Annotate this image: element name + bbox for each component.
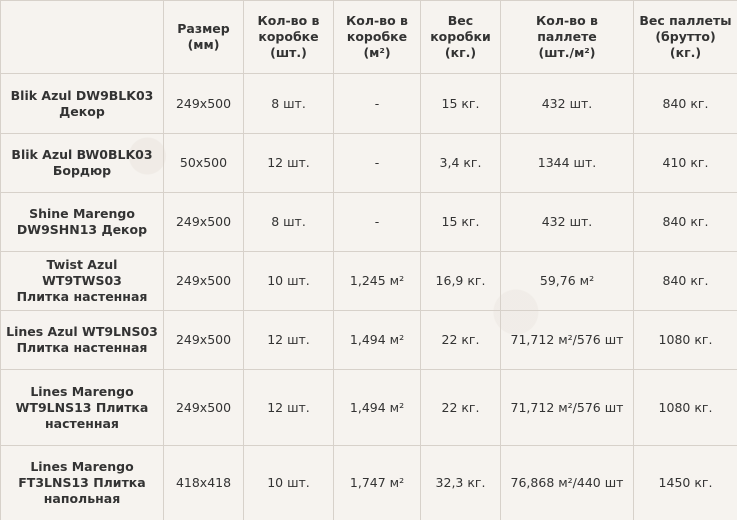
weight-box-cell: 15 кг. [421,193,501,252]
product-name: Blik Azul DW9BLK03 Декор [1,74,164,134]
m2-box-cell: 1,494 м² [334,370,421,446]
header-qty-box: Кол-во в коробке (шт.) [244,1,334,74]
size-cell: 249x500 [164,193,244,252]
pallet-qty-cell: 71,712 м²/576 шт [501,311,634,370]
pallet-weight-cell: 840 кг. [634,74,737,134]
pallet-qty-cell: 432 шт. [501,74,634,134]
product-name: Lines Marengo WT9LNS13 Плитка настенная [1,370,164,446]
table-row [1,134,737,193]
qty-box-cell: 8 шт. [244,74,334,134]
table-header-row [1,1,737,74]
pallet-qty-cell: 59,76 м² [501,252,634,311]
table-row [1,193,737,252]
m2-box-cell: - [334,134,421,193]
size-cell: 249x500 [164,252,244,311]
qty-box-cell: 8 шт. [244,193,334,252]
size-cell: 50x500 [164,134,244,193]
table-row [1,446,737,520]
qty-box-cell: 10 шт. [244,252,334,311]
pallet-weight-cell: 1450 кг. [634,446,737,520]
m2-box-cell: 1,494 м² [334,311,421,370]
pallet-weight-cell: 1080 кг. [634,370,737,446]
qty-box-cell: 12 шт. [244,134,334,193]
product-name: Twist Azul WT9TWS03 Плитка настенная [1,252,164,311]
header-size: Размер (мм) [164,1,244,74]
weight-box-cell: 22 кг. [421,311,501,370]
pallet-qty-cell: 1344 шт. [501,134,634,193]
pallet-weight-cell: 840 кг. [634,252,737,311]
product-name: Blik Azul BW0BLK03 Бордюр [1,134,164,193]
qty-box-cell: 10 шт. [244,446,334,520]
qty-box-cell: 12 шт. [244,370,334,446]
qty-box-cell: 12 шт. [244,311,334,370]
size-cell: 418x418 [164,446,244,520]
table-row [1,74,737,134]
header-name [1,1,164,74]
table-row [1,370,737,446]
size-cell: 249x500 [164,370,244,446]
pallet-qty-cell: 76,868 м²/440 шт [501,446,634,520]
product-name: Lines Azul WT9LNS03 Плитка настенная [1,311,164,370]
pallet-weight-cell: 840 кг. [634,193,737,252]
pallet-weight-cell: 1080 кг. [634,311,737,370]
product-name: Shine Marengo DW9SHN13 Декор [1,193,164,252]
weight-box-cell: 15 кг. [421,74,501,134]
pallet-qty-cell: 71,712 м²/576 шт [501,370,634,446]
pallet-qty-cell: 432 шт. [501,193,634,252]
header-m2-box: Кол-во в коробке (м²) [334,1,421,74]
m2-box-cell: - [334,193,421,252]
weight-box-cell: 3,4 кг. [421,134,501,193]
size-cell: 249x500 [164,311,244,370]
header-pallet-weight: Вес паллеты (брутто) (кг.) [634,1,737,74]
weight-box-cell: 22 кг. [421,370,501,446]
weight-box-cell: 16,9 кг. [421,252,501,311]
table-row [1,311,737,370]
table-row [1,252,737,311]
size-cell: 249x500 [164,74,244,134]
m2-box-cell: - [334,74,421,134]
m2-box-cell: 1,747 м² [334,446,421,520]
weight-box-cell: 32,3 кг. [421,446,501,520]
header-weight-box: Вес коробки (кг.) [421,1,501,74]
product-name: Lines Marengo FT3LNS13 Плитка напольная [1,446,164,520]
header-pallet-qty: Кол-во в паллете (шт./м²) [501,1,634,74]
pallet-weight-cell: 410 кг. [634,134,737,193]
m2-box-cell: 1,245 м² [334,252,421,311]
